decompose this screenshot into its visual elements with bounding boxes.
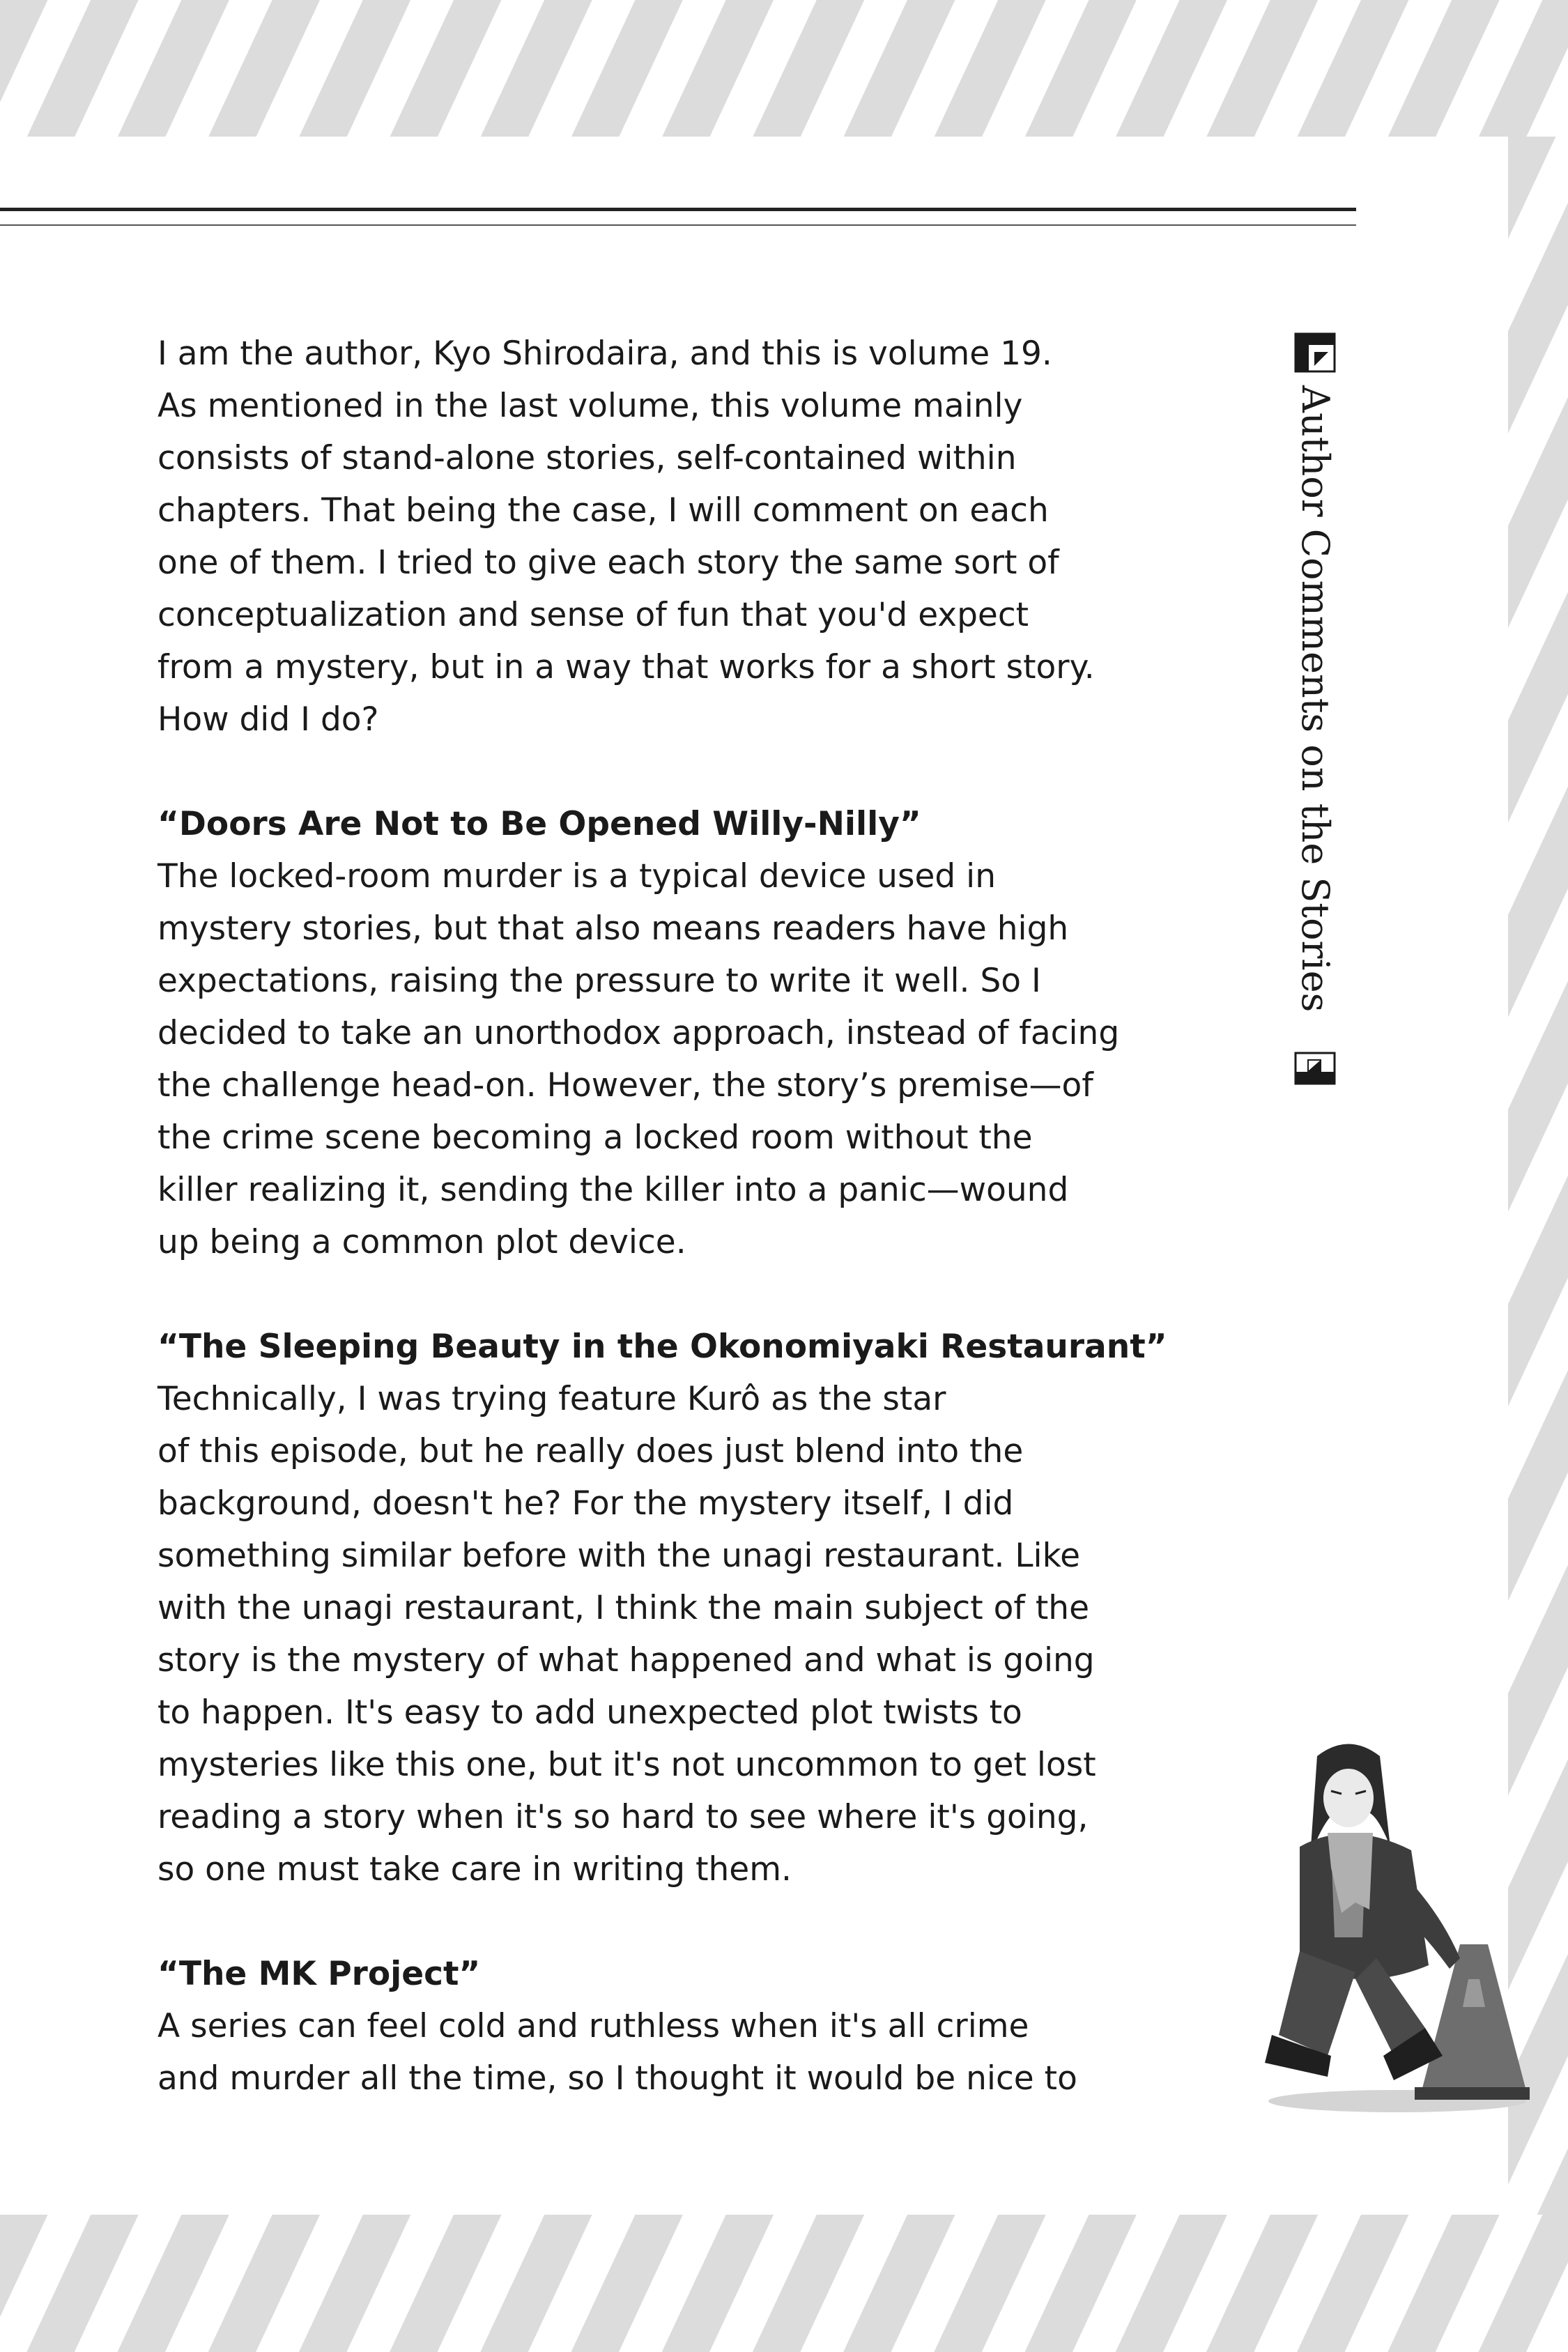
section-heading: “Doors Are Not to Be Opened Willy-Nilly” [157, 805, 921, 843]
corner-bracket-icon [1293, 1051, 1337, 1086]
vertical-title-block [1293, 331, 1337, 1084]
section-title-vertical: Author Comments on the Stories [1293, 385, 1337, 1013]
header-rule-thick [0, 208, 1356, 211]
section-heading: “The Sleeping Beauty in the Okonomiyaki Restaurant” [157, 1328, 1167, 1366]
comment-body [157, 328, 1203, 2105]
section-paragraph: Technically, I was trying feature Kurô as the star of this episode, but he really does just blend into the background, doesn't he? For the mystery itself, I did something similar before with the unagi restaurant. Like with the unagi restaurant, I think the main subject of the story is the mystery of what happened and what is going to happen. It's easy to add unexpected plot twists to mysteries like this one, but it's not uncommon to get lost reading a story when it's so hard to see where it's going, so one must take care in writing them. [157, 1380, 1096, 1889]
crouching-character-illustration [1251, 1728, 1530, 2119]
section-heading: “The MK Project” [157, 1955, 481, 1993]
section-paragraph: The locked-room murder is a typical device used in mystery stories, but that also means readers have high expectations, raising the pressure to write it well. So I decided to take an unorthodox approach, instead of facing the challenge head-on. However, the story’s premise—of the crime scene becoming a locked room without the killer realizing it, sending the killer into a panic—wound up being a common plot device. [157, 857, 1120, 1261]
decorative-stripe-band-top [0, 0, 1568, 137]
corner-bracket-icon [1293, 331, 1337, 374]
header-rule-thin [0, 224, 1356, 226]
intro-paragraph: I am the author, Kyo Shirodaira, and this is volume 19. As mentioned in the last volume, this volume mainly consists of stand-alone stories, self-contained within chapters. That being the case, I will comment on each one of them. I tried to give each story the same sort of conceptualization and sense of fun that you'd expect from a mystery, but in a way that works for a short story. How did I do? [157, 335, 1095, 739]
decorative-stripe-band-bottom [0, 2215, 1568, 2352]
section-paragraph: A series can feel cold and ruthless when it's all crime and murder all the time, so I thought it would be nice to [157, 2007, 1077, 2098]
